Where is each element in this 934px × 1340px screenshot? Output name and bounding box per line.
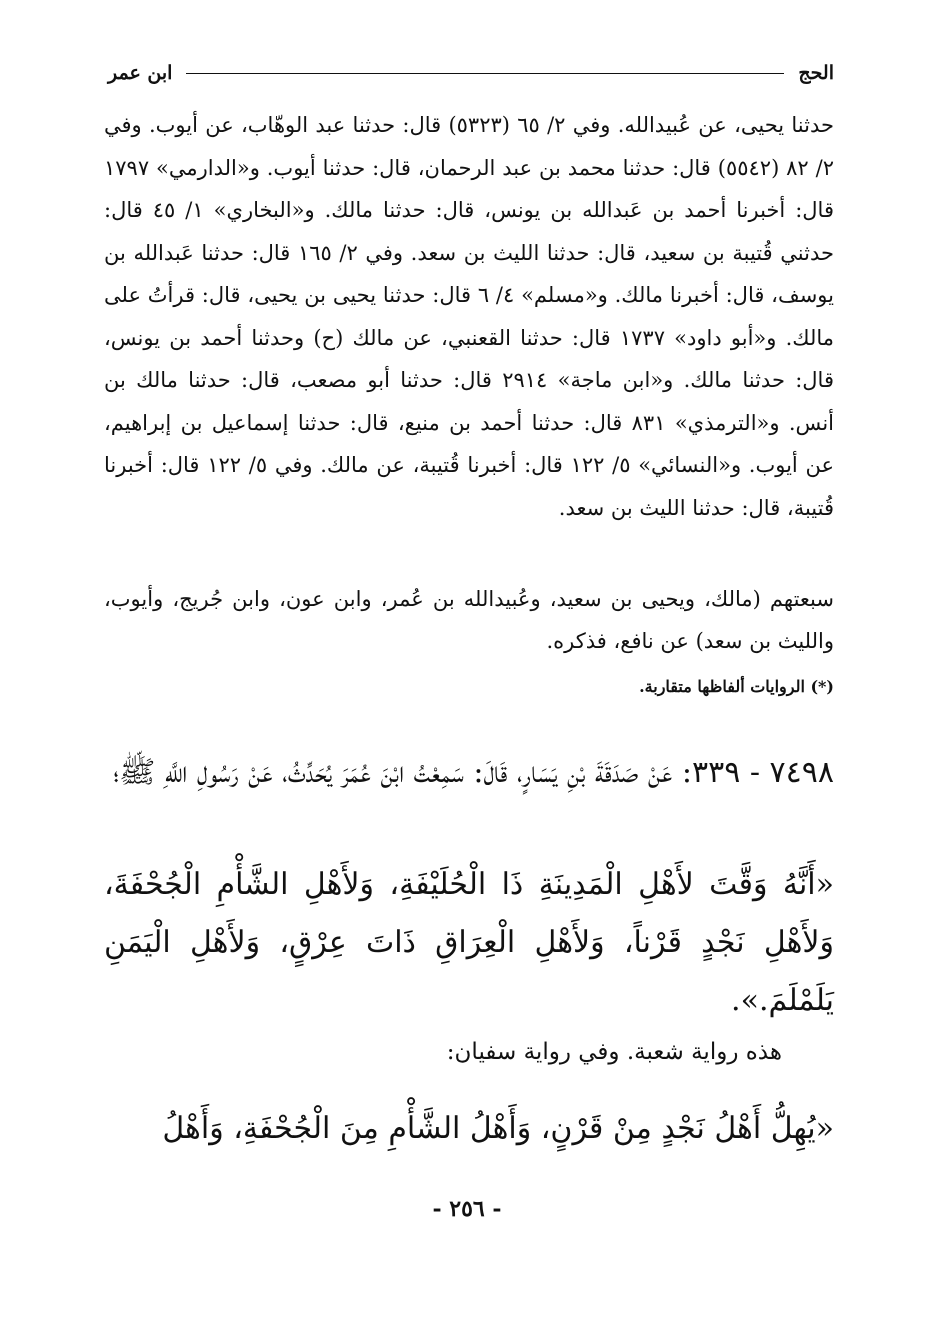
hadith-text-continued <box>104 1100 834 1158</box>
summary-paragraph <box>104 578 834 662</box>
riwaya-note <box>104 1030 834 1074</box>
running-header <box>108 58 834 88</box>
hadith-heading <box>104 748 834 798</box>
footnote <box>104 672 834 702</box>
header-chapter-title: الحج <box>798 62 834 84</box>
riwaya-note-text: هذه رواية شعبة. وفي رواية سفيان: <box>446 1039 782 1065</box>
header-rule <box>186 73 784 74</box>
hadith-text-body: «أَنَّهُ وَقَّتَ لأَهْلِ الْمَدِينَةِ ذَا الْحُلَيْفَةِ، وَلأَهْلِ الشَّأْمِ الْجُحْفَةَ، وَلأَهْلِ نَجْدٍ قَرْناً، وَلأَهْلِ الْعِرَاقِ ذَاتَ عِرْقٍ، وَلأَهْلِ الْيَمَنِ يَلَمْلَمَ.». <box>104 867 834 1018</box>
hadith-heading-text: ٧٤٩٨ - ٣٣٩: عَنْ صَدَقَةَ بْنِ يَسَارٍ، قَالَ: سَمِعْتُ ابْنَ عُمَرَ يُحَدِّثُ، عَنْ رَسُولِ اللَّهِ ﷺ؛ <box>113 755 834 790</box>
footnote-text: (*) الروايات ألفاظها متقاربة. <box>639 677 834 696</box>
summary-text: سبعتهم (مالك، ويحيى بن سعيد، وعُبيدالله بن عُمر، وابن عون، وابن جُريج، وأيوب، والليث بن سعد) عن نافع، فذكره. <box>104 587 834 653</box>
page-number: - ٢٥٦ - <box>432 1196 502 1222</box>
references-text: حدثنا يحيى، عن عُبيدالله. وفي ٢/ ٦٥ (٥٣٢٣) قال: حدثنا عبد الوهّاب، عن أيوب. وفي ٢/ ٨٢ (٥٥٤٢) قال: حدثنا محمد بن عبد الرحمان، قال: حدثنا أيوب. و«الدارمي» ١٧٩٧ قال: أخبرنا أحمد بن عَبدالله بن يونس، قال: حدثنا مالك. و«البخاري» ١/ ٤٥ قال: حدثني قُتيبة بن سعيد، قال: حدثنا الليث بن سعد. وفي ٢/ ١٦٥ قال: حدثنا عَبدالله بن يوسف، قال: أخبرنا مالك. و«مسلم» ٤/ ٦ قال: حدثنا يحيى بن يحيى، قال: قرأتُ على مالك. و«أبو داود» ١٧٣٧ قال: حدثنا القعنبي، عن مالك (ح) وحدثنا أحمد بن يونس، قال: حدثنا مالك. و«ابن ماجة» ٢٩١٤ قال: حدثنا أبو مصعب، قال: حدثنا مالك بن أنس. و«الترمذي» ٨٣١ قال: حدثنا أحمد بن منيع، قال: حدثنا إسماعيل بن إبراهيم، عن أيوب. و«النسائي» ٥/ ١٢٢ قال: أخبرنا قُتيبة، عن مالك. وفي ٥/ ١٢٢ قال: أخبرنا قُتيبة، قال: حدثنا الليث بن سعد. <box>104 113 834 520</box>
references-paragraph <box>104 104 834 529</box>
header-section-title: ابن عمر <box>108 62 173 84</box>
hadith-text-continued-body: «يُهِلُّ أَهْلُ نَجْدٍ مِنْ قَرْنٍ، وَأَهْلُ الشَّأْمِ مِنَ الْجُحْفَةِ، وَأَهْلُ <box>162 1111 834 1146</box>
hadith-text <box>104 856 834 1030</box>
